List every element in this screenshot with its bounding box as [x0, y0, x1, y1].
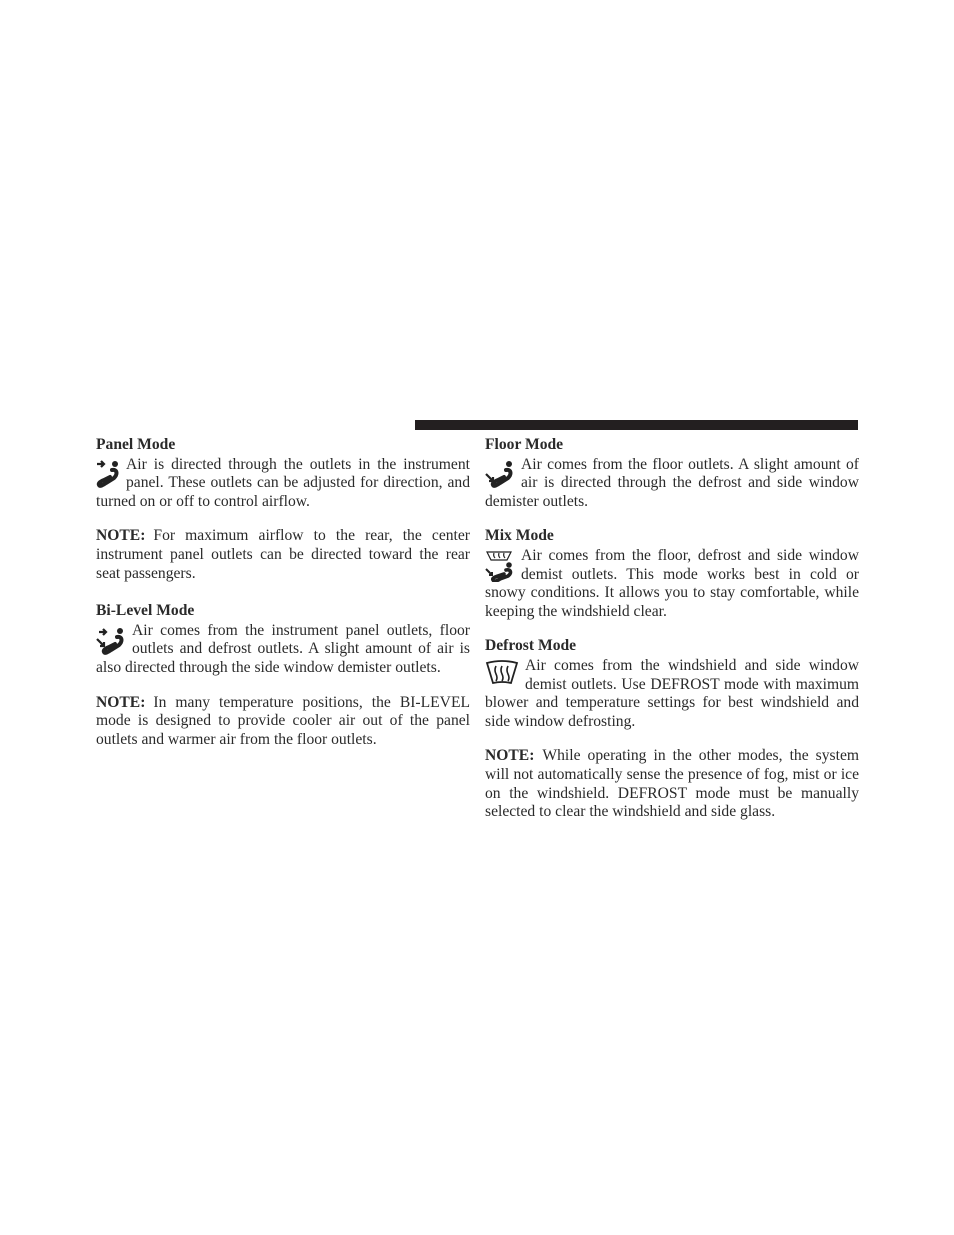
- defrost-mode-heading: Defrost Mode: [485, 637, 577, 655]
- panel-mode-heading: Panel Mode: [96, 436, 176, 453]
- floor-mode-heading: Floor Mode: [485, 436, 564, 453]
- bi-level-mode-icon: [96, 625, 126, 655]
- bi-level-mode-paragraph: [96, 622, 470, 678]
- note-text: For maximum airflow to the rear, the center instrument panel outlets can be directed toward the rear seat passengers.: [96, 527, 470, 582]
- right-column: [485, 436, 859, 841]
- note-label: NOTE:: [96, 693, 146, 711]
- panel-mode-text: Air is directed through the outlets in the instrument panel. These outlets can be adjusted for direction, and turned on or off to control airflow.: [96, 455, 470, 510]
- note-label: NOTE:: [96, 527, 146, 545]
- panel-mode-paragraph: [96, 456, 470, 512]
- mix-mode-icon: [485, 550, 515, 582]
- note-rear-airflow: [96, 527, 470, 583]
- panel-mode-icon: [96, 459, 120, 489]
- floor-mode-text: Air comes from the floor outlets. A slight amount of air is directed through the defrost and side window demister outlets.: [485, 455, 859, 510]
- defrost-mode-paragraph: [485, 657, 859, 731]
- left-column: [96, 436, 470, 768]
- defrost-mode-text: Air comes from the windshield and side window demist outlets. Use DEFROST mode with maximum blower and temperature settings for best windshield and side window defrosting.: [485, 656, 859, 730]
- bi-level-mode-section: [96, 602, 470, 677]
- panel-mode-section: [96, 436, 470, 511]
- mix-mode-paragraph: [485, 547, 859, 621]
- mix-mode-heading: Mix Mode: [485, 527, 554, 545]
- floor-mode-paragraph: [485, 456, 859, 512]
- mix-mode-section: [485, 527, 859, 621]
- note-text: In many temperature positions, the BI-LEVEL mode is designed to provide cooler air out of the panel outlets and warmer air from the floor outlets.: [96, 693, 470, 748]
- note-bi-level: [96, 694, 470, 750]
- floor-mode-icon: [485, 459, 515, 489]
- defrost-mode-section: [485, 637, 859, 731]
- section-header-rule: [415, 420, 858, 430]
- defrost-mode-icon: [485, 660, 519, 686]
- note-text: While operating in the other modes, the system will not automatically sense the presence of fog, mist or ice on the windshield. DEFROST mode must be manually selected to clear the windshield and side glass.: [485, 747, 859, 821]
- note-label: NOTE:: [485, 747, 535, 765]
- bi-level-mode-heading: Bi-Level Mode: [96, 602, 195, 620]
- mix-mode-text: Air comes from the floor, defrost and side window demist outlets. This mode works best in cold or snowy conditions. It allows you to stay comfortable, while keeping the windshield clear.: [485, 546, 859, 620]
- note-defrost-manual: [485, 747, 859, 821]
- floor-mode-section: [485, 436, 859, 511]
- bi-level-mode-text: Air comes from the instrument panel outlets, floor outlets and defrost outlets. A slight amount of air is also directed through the side window demister outlets.: [96, 621, 470, 676]
